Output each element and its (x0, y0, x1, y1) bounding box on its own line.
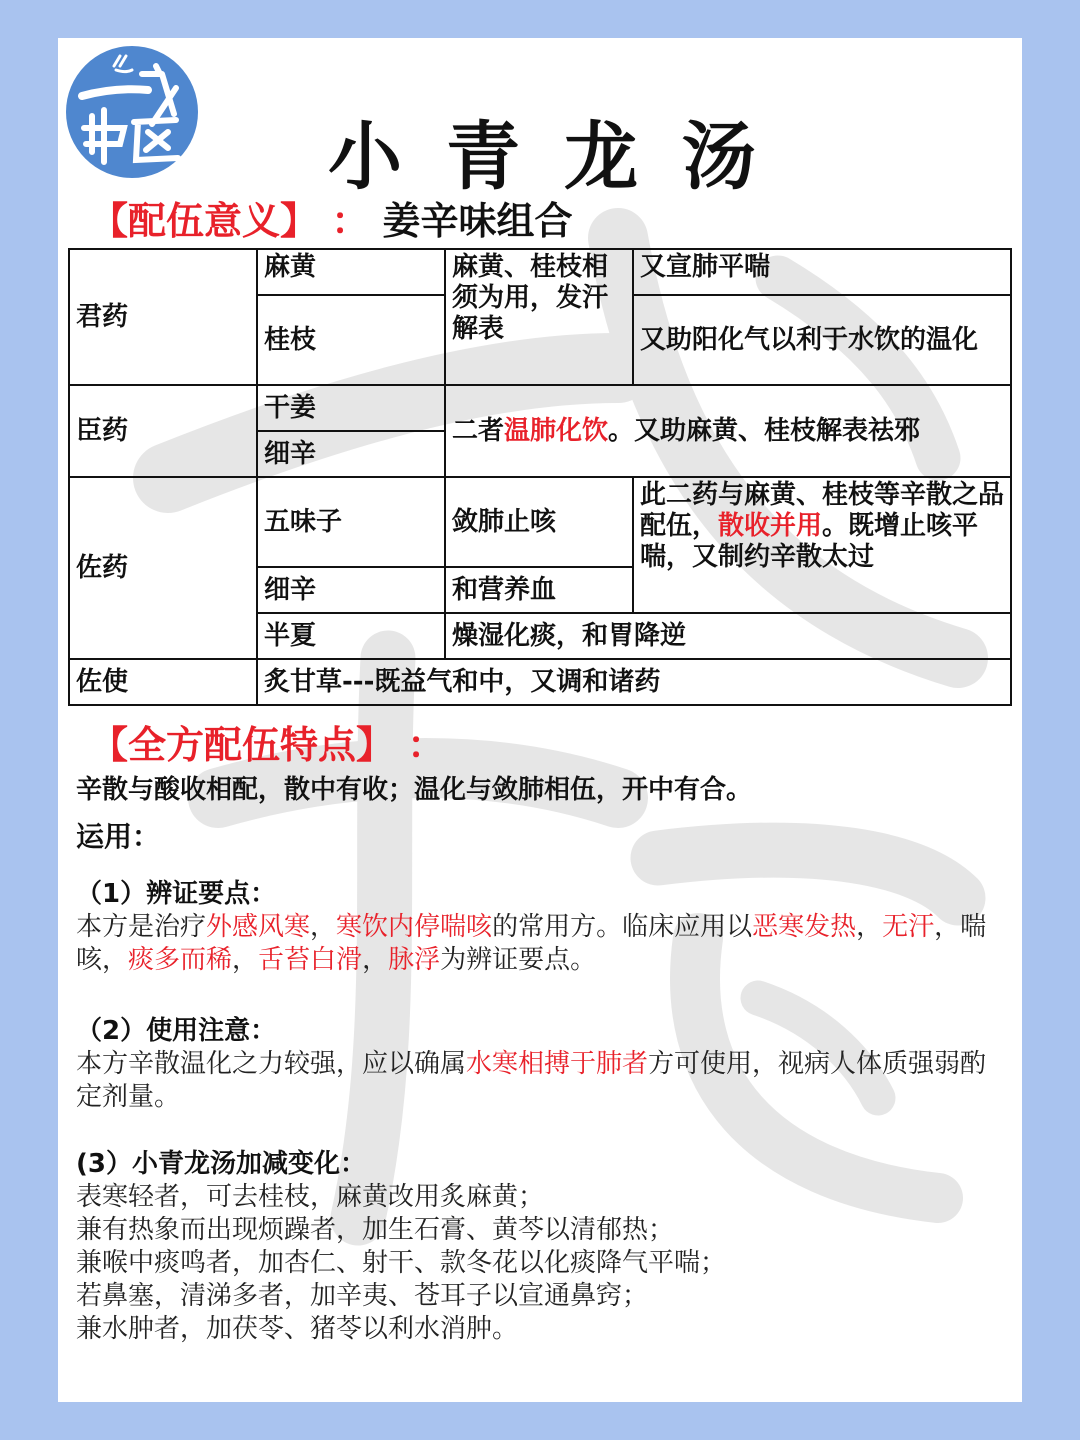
note-cell: 又宣肺平喘 (633, 249, 1011, 295)
herb-cell: 干姜 (257, 385, 445, 431)
highlight-text: 无汗 (882, 912, 935, 942)
page-title: 小青龙汤 (328, 114, 800, 200)
modification-line: 兼喉中痰鸣者，加杏仁、射干、款冬花以化痰降气平喘； (76, 1248, 727, 1278)
section-heading-features (90, 714, 445, 769)
section-heading-compatibility (90, 190, 573, 245)
note-cell-zuo (633, 477, 1011, 613)
section-bracket-label: 【全方配伍特点】 (90, 723, 395, 767)
modification-line: 兼有热象而出现烦躁者，加生石膏、黄芩以清郁热； (76, 1215, 675, 1245)
role-cell-jun: 君药 (69, 249, 257, 385)
highlight-text: 脉浮 (388, 945, 441, 975)
note-text: 。既增止咳平喘，又制约辛散太过 (640, 511, 979, 572)
plain-text: ， (310, 912, 337, 942)
section-subtitle: 姜辛味组合 (382, 199, 573, 243)
role-cell-zuoshi: 佐使 (69, 659, 257, 705)
plain-text: 为辨证要点。 (440, 945, 597, 975)
zuoshi-content-cell: 炙甘草---既益气和中，又调和诸药 (257, 659, 1011, 705)
plain-text: ， (232, 945, 259, 975)
modification-line: 兼水肿者，加茯苓、猪苓以利水消肿。 (76, 1314, 519, 1344)
plain-text: ，喘咳， (76, 912, 987, 975)
features-summary: 辛散与酸收相配，散中有收；温化与敛肺相伍，开中有合。 (76, 775, 753, 805)
effect-cell: 燥湿化痰，和胃降逆 (445, 613, 1011, 659)
effect-cell: 敛肺止咳 (445, 477, 633, 567)
modification-line: 表寒轻者，可去桂枝，麻黄改用炙麻黄； (76, 1182, 545, 1212)
usage-paragraph-1 (76, 911, 996, 977)
usage-label: 运用： (76, 820, 161, 853)
note-text: 此二药与麻黄、桂枝等辛散之品配伍， (640, 480, 1005, 541)
effect-cell-chen (445, 385, 1011, 477)
plain-text: 方可使用，视病人体质强弱酌定剂量。 (76, 1049, 987, 1112)
herb-cell: 细辛 (257, 567, 445, 613)
note-highlight: 散收并用 (718, 511, 823, 541)
usage-paragraph-2 (76, 1048, 996, 1114)
content-card (58, 38, 1022, 1402)
modification-line: 若鼻塞，清涕多者，加辛夷、苍耳子以宣通鼻窍； (76, 1281, 649, 1311)
plain-text: ， (362, 945, 389, 975)
brand-logo (64, 44, 200, 180)
compatibility-table (68, 248, 1012, 706)
herb-cell: 麻黄 (257, 249, 445, 295)
effect-cell: 麻黄、桂枝相须为用，发汗解表 (445, 249, 633, 385)
plain-text: 本方是治疗 (76, 912, 207, 942)
herb-cell: 半夏 (257, 613, 445, 659)
effect-cell: 和营养血 (445, 567, 633, 613)
herb-cell: 五味子 (257, 477, 445, 567)
effect-text: 。又助麻黄、桂枝解表祛邪 (608, 415, 921, 446)
section-colon: ： (407, 723, 446, 767)
highlight-text: 舌苔白滑 (258, 945, 363, 975)
herb-cell: 细辛 (257, 431, 445, 477)
plain-text: 本方辛散温化之力较强，应以确属 (76, 1049, 467, 1079)
effect-highlight: 温肺化饮 (504, 415, 609, 446)
plain-text: ， (856, 912, 883, 942)
usage-heading-2: （2）使用注意： (76, 1016, 277, 1046)
usage-heading-1: （1）辨证要点： (76, 879, 277, 909)
plain-text: 的常用方。临床应用以 (492, 912, 753, 942)
highlight-text: 水寒相搏于肺者 (466, 1049, 649, 1079)
section-colon: ： (331, 199, 370, 243)
note-cell: 又助阳化气以利于水饮的温化 (633, 295, 1011, 385)
highlight-text: 寒饮内停喘咳 (336, 912, 493, 942)
effect-text: 二者 (452, 415, 505, 446)
section-bracket-label: 【配伍意义】 (90, 199, 319, 243)
role-cell-zuo: 佐药 (69, 477, 257, 659)
usage-heading-3: (3）小青龙汤加减变化： (76, 1149, 366, 1179)
herb-cell: 桂枝 (257, 295, 445, 385)
role-cell-chen: 臣药 (69, 385, 257, 477)
highlight-text: 痰多而稀 (128, 945, 233, 975)
highlight-text: 外感风寒 (206, 912, 311, 942)
modification-list (76, 1181, 996, 1346)
highlight-text: 恶寒发热 (752, 912, 857, 942)
